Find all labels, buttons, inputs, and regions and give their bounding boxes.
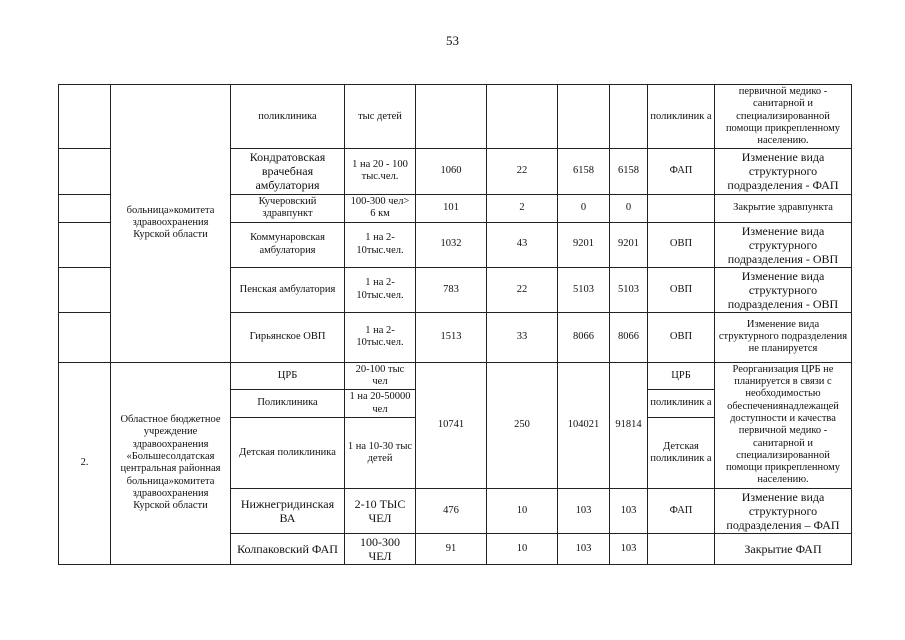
cell-num xyxy=(59,194,111,222)
cell-value: 250 xyxy=(487,362,558,488)
cell-value: 476 xyxy=(416,488,487,533)
cell-norm: 1 на 2- 10тыс.чел. xyxy=(345,267,416,312)
cell-note: Изменение вида структурного подразделения не планируется xyxy=(715,312,852,362)
cell-type xyxy=(648,533,715,564)
cell-note: Изменение вида структурного подразделения - ОВП xyxy=(715,222,852,267)
cell-structure: поликлиника xyxy=(231,85,345,149)
cell-value: 9201 xyxy=(558,222,610,267)
cell-value xyxy=(558,85,610,149)
cell-value: 1060 xyxy=(416,149,487,194)
page-number: 53 xyxy=(446,33,459,48)
cell-value: 6158 xyxy=(610,149,648,194)
cell-num xyxy=(59,149,111,194)
cell-value: 0 xyxy=(558,194,610,222)
cell-value: 1032 xyxy=(416,222,487,267)
cell-num xyxy=(59,85,111,149)
cell-norm: 1 на 20 - 100 тыс.чел. xyxy=(345,149,416,194)
cell-structure: Гирьянское ОВП xyxy=(231,312,345,362)
cell-note: первичной медико - санитарной и специализированной помощи прикрепленному населению. xyxy=(715,85,852,149)
table-row xyxy=(59,362,852,390)
cell-value: 8066 xyxy=(558,312,610,362)
cell-norm: 1 на 20-50000 чел xyxy=(345,390,416,418)
cell-note: Закрытие ФАП xyxy=(715,533,852,564)
cell-structure: Пенская амбулатория xyxy=(231,267,345,312)
facilities-table xyxy=(58,84,852,565)
cell-norm: 1 на 2- 10тыс.чел. xyxy=(345,312,416,362)
cell-norm: тыс детей xyxy=(345,85,416,149)
cell-value: 9201 xyxy=(610,222,648,267)
cell-value: 1513 xyxy=(416,312,487,362)
cell-num: 2. xyxy=(59,362,111,564)
cell-value: 101 xyxy=(416,194,487,222)
cell-structure: Колпаковский ФАП xyxy=(231,533,345,564)
cell-type: ОВП xyxy=(648,267,715,312)
cell-value: 5103 xyxy=(558,267,610,312)
cell-norm: 1 на 10-30 тыс детей xyxy=(345,417,416,488)
cell-note: Изменение вида структурного подразделения - ФАП xyxy=(715,149,852,194)
cell-value: 103 xyxy=(610,488,648,533)
cell-norm: 100-300 чел> 6 км xyxy=(345,194,416,222)
cell-value: 91814 xyxy=(610,362,648,488)
cell-type: ФАП xyxy=(648,149,715,194)
cell-value: 5103 xyxy=(610,267,648,312)
cell-structure: ЦРБ xyxy=(231,362,345,390)
cell-num xyxy=(59,222,111,267)
cell-value: 2 xyxy=(487,194,558,222)
cell-value xyxy=(487,85,558,149)
cell-value: 103 xyxy=(610,533,648,564)
cell-type: ЦРБ xyxy=(648,362,715,390)
cell-value: 6158 xyxy=(558,149,610,194)
cell-value: 22 xyxy=(487,149,558,194)
cell-value: 22 xyxy=(487,267,558,312)
cell-norm: 100-300 ЧЕЛ xyxy=(345,533,416,564)
cell-value: 0 xyxy=(610,194,648,222)
cell-structure: Нижнегридинская ВА xyxy=(231,488,345,533)
cell-num xyxy=(59,267,111,312)
cell-type: поликлиник а xyxy=(648,390,715,418)
cell-structure: Коммунаровская амбулатория xyxy=(231,222,345,267)
cell-value xyxy=(416,85,487,149)
cell-type: ФАП xyxy=(648,488,715,533)
cell-value: 10741 xyxy=(416,362,487,488)
cell-structure: Кондратовская врачебная амбулатория xyxy=(231,149,345,194)
cell-type: Детская поликлиник а xyxy=(648,417,715,488)
cell-value: 91 xyxy=(416,533,487,564)
cell-value xyxy=(610,85,648,149)
cell-type: ОВП xyxy=(648,312,715,362)
cell-organization: Областное бюджетное учреждение здравоохранения «Большесолдатская центральная районная больница»комитета здравоохранения Курской области xyxy=(111,362,231,564)
cell-value: 783 xyxy=(416,267,487,312)
cell-organization: больница»комитета здравоохранения Курской области xyxy=(111,85,231,363)
cell-structure: Поликлиника xyxy=(231,390,345,418)
cell-value: 8066 xyxy=(610,312,648,362)
cell-value: 10 xyxy=(487,488,558,533)
cell-note: Изменение вида структурного подразделения – ФАП xyxy=(715,488,852,533)
cell-type: ОВП xyxy=(648,222,715,267)
cell-note: Реорганизация ЦРБ не планируется в связи с необходимостью обеспечениянадлежащей доступности и качества первичной медико - санитарной и специализированной помощи прикрепленному населению. xyxy=(715,362,852,488)
cell-norm: 20-100 тыс чел xyxy=(345,362,416,390)
cell-value: 10 xyxy=(487,533,558,564)
cell-value: 104021 xyxy=(558,362,610,488)
cell-norm: 1 на 2- 10тыс.чел. xyxy=(345,222,416,267)
cell-norm: 2-10 ТЫС ЧЕЛ xyxy=(345,488,416,533)
cell-value: 43 xyxy=(487,222,558,267)
cell-structure: Детская поликлиника xyxy=(231,417,345,488)
cell-value: 33 xyxy=(487,312,558,362)
cell-note: Закрытие здравпункта xyxy=(715,194,852,222)
cell-num xyxy=(59,312,111,362)
cell-value: 103 xyxy=(558,488,610,533)
cell-structure: Кучеровский здравпункт xyxy=(231,194,345,222)
cell-note: Изменение вида структурного подразделения - ОВП xyxy=(715,267,852,312)
table-row xyxy=(59,85,852,149)
cell-type: поликлиник а xyxy=(648,85,715,149)
cell-value: 103 xyxy=(558,533,610,564)
cell-type xyxy=(648,194,715,222)
